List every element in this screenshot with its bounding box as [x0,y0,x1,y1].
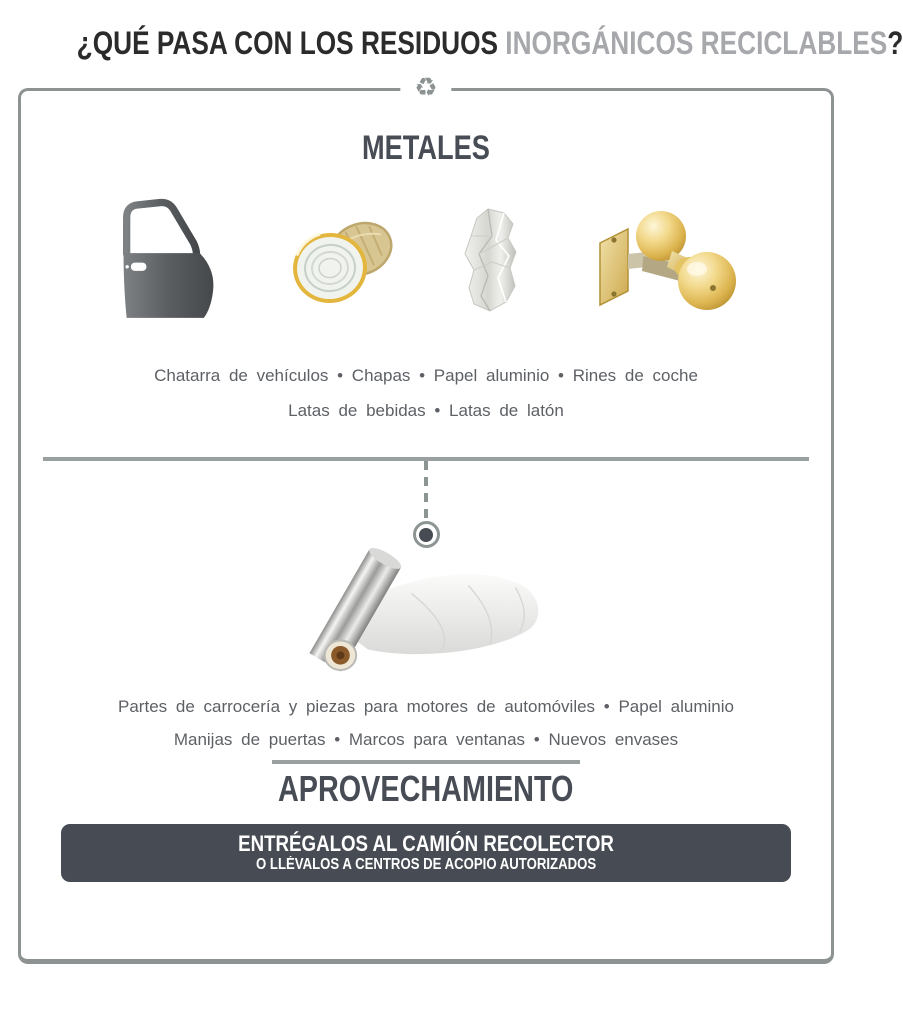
metales-list-line-2: Latas de bebidas • Latas de latón [288,401,564,420]
door-knob-image [588,209,738,314]
recycle-icon: ♻ [400,73,451,103]
aprovechamiento-heading: APROVECHAMIENTO [278,768,574,809]
heading-underline [272,760,580,764]
crumpled-foil-image [458,206,530,316]
info-card [18,73,834,964]
title-question-mark: ? [887,25,903,61]
title-prefix: ¿QUÉ PASA CON LOS RESIDUOS [76,25,506,61]
foil-roll-image [292,554,560,672]
bottle-caps-image [285,211,400,311]
connector-node-icon [413,521,440,548]
delivery-banner [61,824,791,882]
metales-list-line-1: Chatarra de vehículos • Chapas • Papel aluminio • Rines de coche [154,366,698,385]
aprovechamiento-list-line-2: Manijas de puertas • Marcos para ventanas • Nuevos envases [173,730,679,749]
page-title [76,0,903,62]
banner-line-1: ENTRÉGALOS AL CAMIÓN RECOLECTOR [238,831,614,856]
aprovechamiento-list-line-1: Partes de carrocería y piezas para motores de automóviles • Papel aluminio [118,697,734,716]
metales-image-row [21,198,831,324]
car-door-image [115,201,227,321]
dashed-connector-line [424,461,428,523]
title-highlight: INORGÁNICOS RECICLABLES [505,25,888,61]
metales-heading: METALES [362,129,490,167]
banner-line-2: O LLÉVALOS A CENTROS DE ACOPIO AUTORIZADOS [255,856,597,873]
flow-connector [21,461,831,548]
